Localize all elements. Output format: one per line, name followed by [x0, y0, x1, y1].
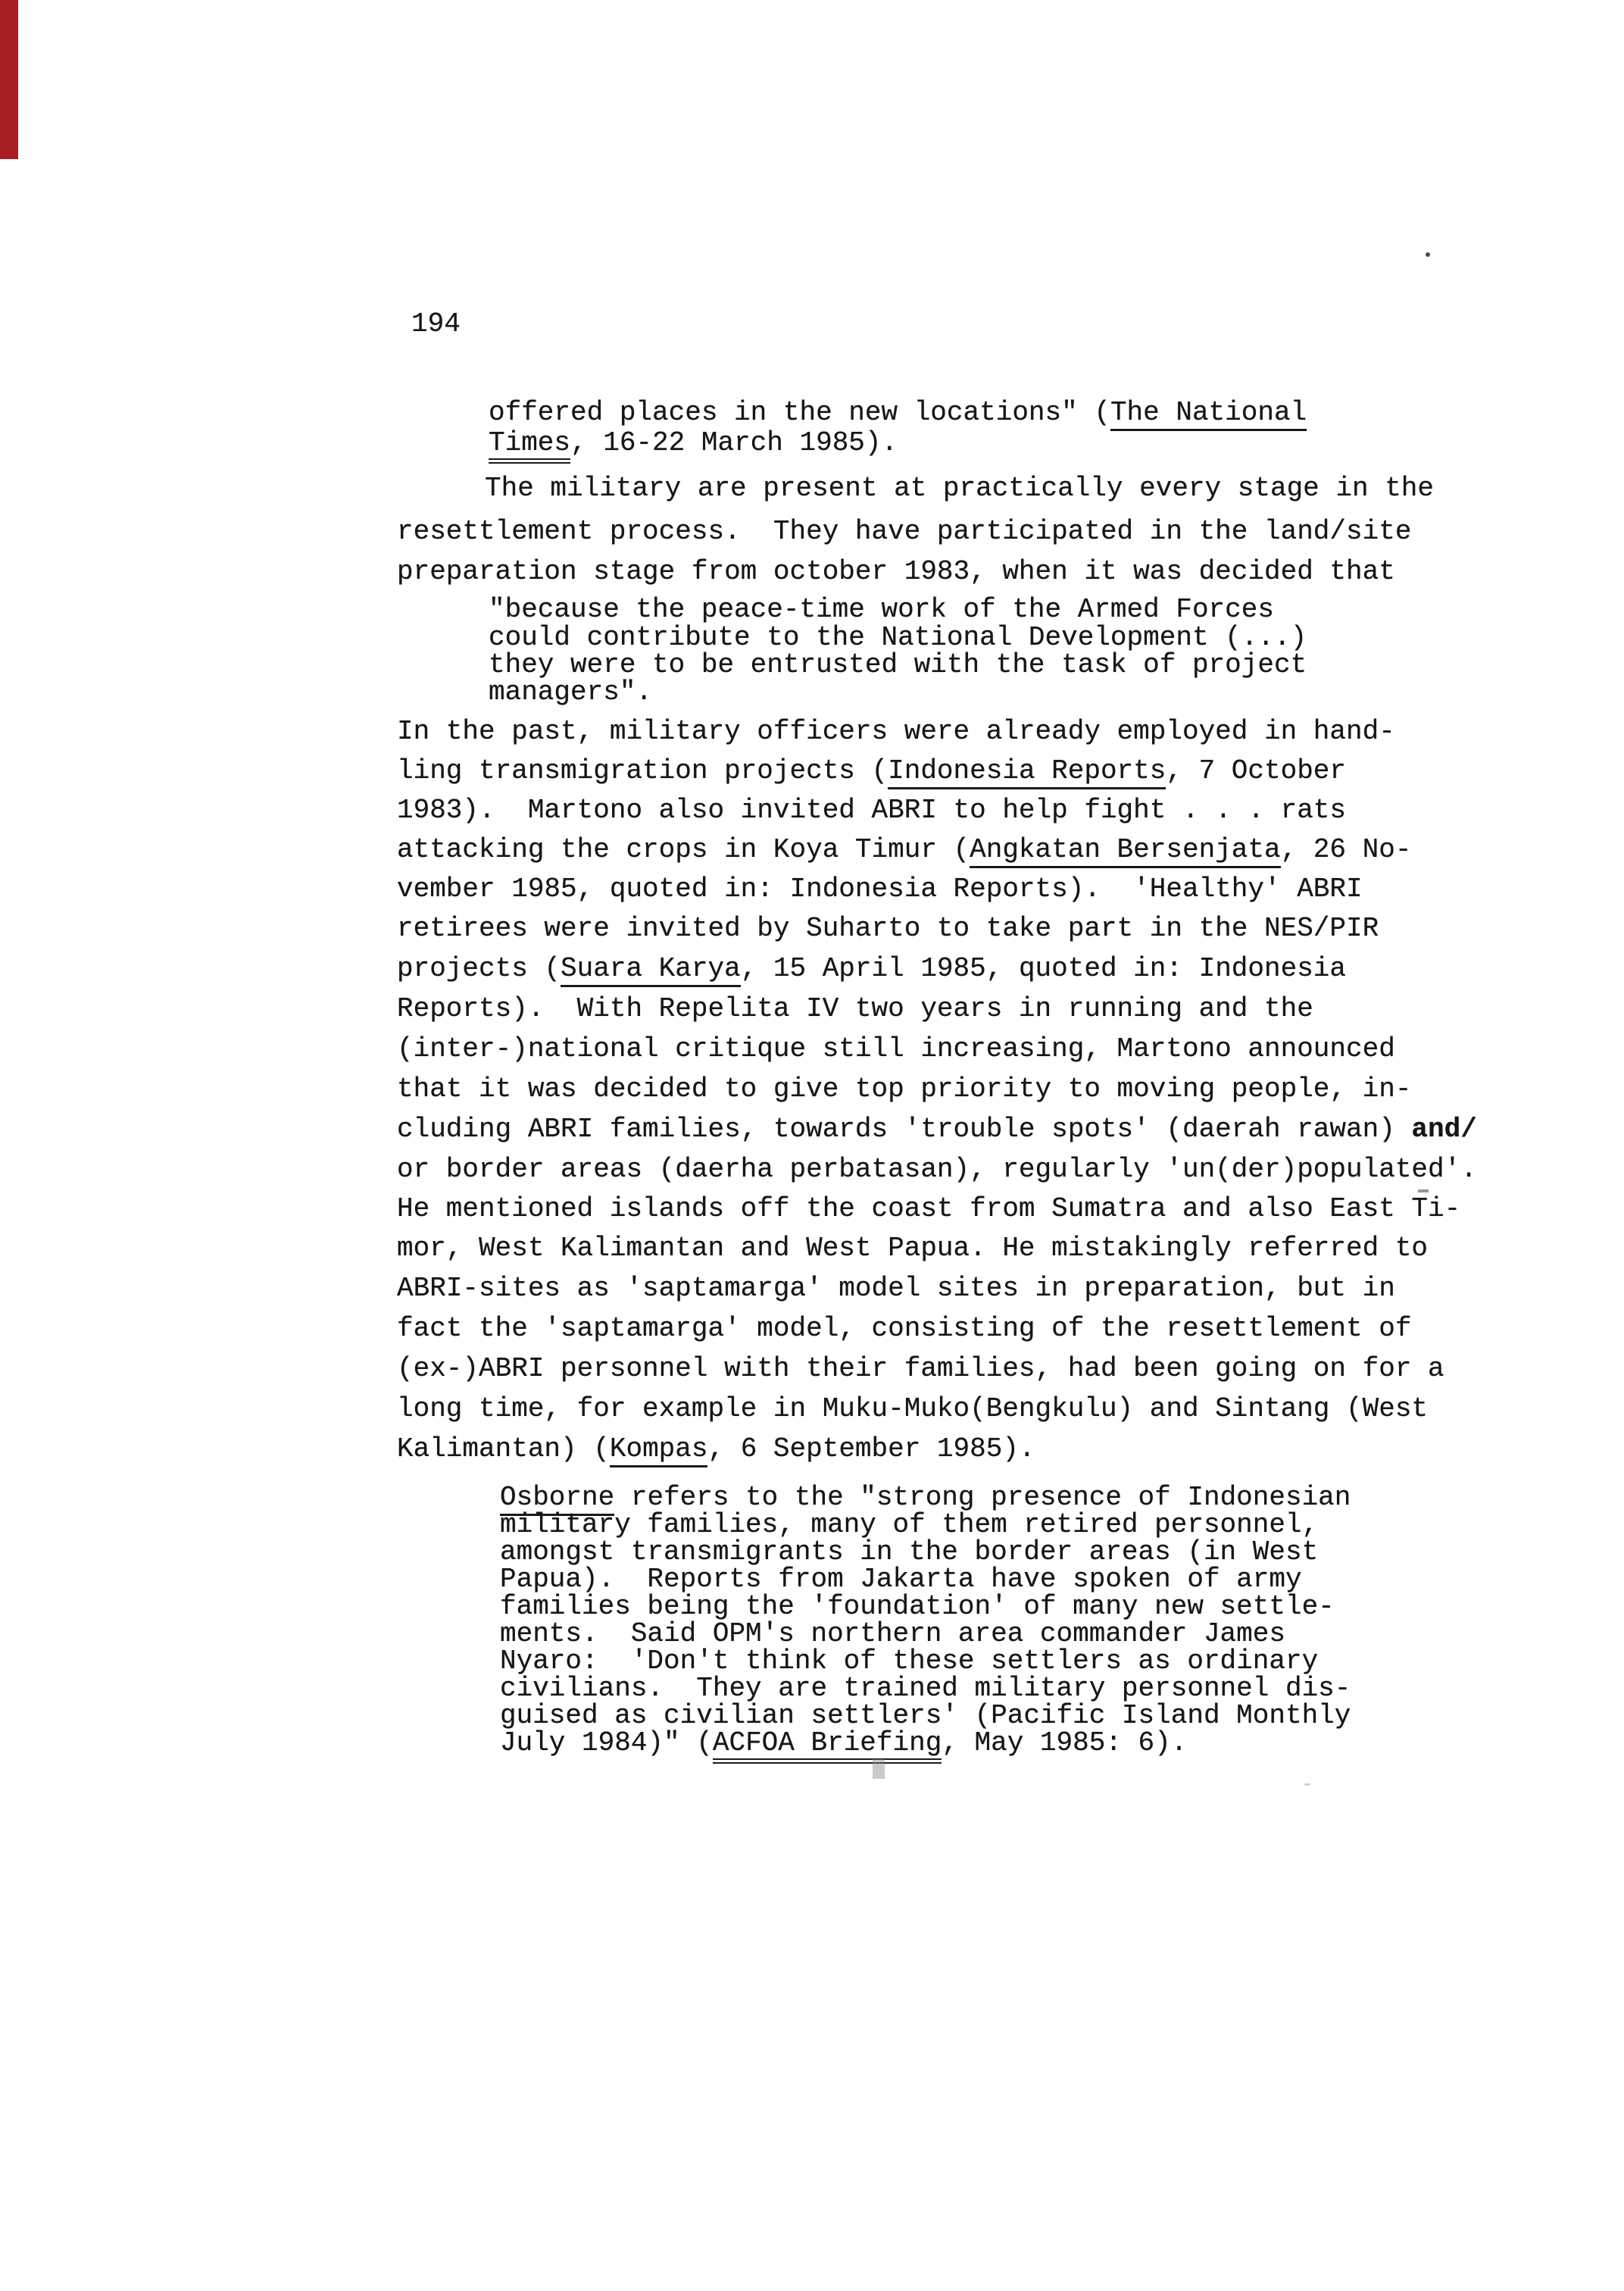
text-line-4 — [397, 517, 1411, 547]
text-line-5 — [397, 557, 1395, 587]
underlined-citation: Times — [489, 427, 570, 464]
text-segment: families being the 'foundation' of many new settle- — [500, 1591, 1335, 1622]
text-line-34 — [500, 1619, 1285, 1649]
text-line-11 — [397, 756, 1346, 786]
text-segment: civilians. They are trained military personnel dis- — [500, 1673, 1351, 1704]
text-segment: that it was decided to give top priority to moving people, in- — [397, 1074, 1412, 1105]
text-segment: In the past, military officers were already employed in hand- — [397, 716, 1395, 747]
text-line-18 — [397, 1034, 1395, 1064]
text-line-10 — [397, 717, 1395, 747]
text-segment: , 26 No- — [1280, 834, 1412, 865]
text-segment: , 16-22 March 1985). — [570, 427, 898, 458]
text-segment: , May 1985: 6). — [942, 1727, 1188, 1758]
text-segment: and/ — [1411, 1114, 1477, 1145]
text-segment: vember 1985, quoted in: Indonesia Reports). 'Healthy' ABRI — [397, 874, 1363, 905]
text-line-33 — [500, 1592, 1335, 1622]
underlined-citation: Suara Karya — [561, 953, 741, 987]
underlined-citation: Indonesia Reports — [888, 755, 1166, 789]
text-line-8 — [489, 650, 1307, 680]
text-segment: mor, West Kalimantan and West Papua. He mistakingly referred to — [397, 1233, 1429, 1264]
text-segment: projects ( — [397, 953, 561, 984]
text-segment: they were to be entrusted with the task of project — [489, 649, 1307, 680]
text-line-19 — [397, 1074, 1411, 1105]
text-segment: managers". — [489, 677, 653, 708]
text-segment: ments. Said OPM's northern area commander James — [500, 1618, 1285, 1649]
text-line-22 — [397, 1194, 1460, 1224]
text-line-7 — [489, 623, 1307, 653]
text-segment: ABRI-sites as 'saptamarga' model sites in preparation, but in — [397, 1273, 1395, 1304]
text-segment: July 1984)" ( — [500, 1727, 713, 1758]
text-segment: attacking the crops in Koya Timur ( — [397, 834, 970, 865]
underlined-citation: The National — [1110, 397, 1307, 431]
text-segment: amongst transmigrants in the border areas (in West — [500, 1536, 1319, 1567]
text-line-21 — [397, 1155, 1477, 1185]
text-line-38 — [500, 1728, 1187, 1758]
text-line-2 — [489, 428, 898, 458]
text-segment: , 6 September 1985). — [707, 1433, 1035, 1464]
underlined-citation: Osborne — [500, 1482, 614, 1516]
text-line-25 — [397, 1314, 1411, 1344]
text-segment: (ex-)ABRI personnel with their families, had been going on for a — [397, 1353, 1444, 1384]
text-line-31 — [500, 1537, 1318, 1567]
underlined-citation: ACFOA Briefing — [713, 1727, 942, 1764]
text-line-24 — [397, 1274, 1395, 1304]
text-line-23 — [397, 1233, 1428, 1264]
text-line-36 — [500, 1674, 1351, 1704]
text-segment: preparation stage from october 1983, when it was decided that — [397, 556, 1395, 587]
text-line-32 — [500, 1564, 1302, 1595]
text-segment: (inter-)national critique still increasing, Martono announced — [397, 1033, 1395, 1064]
text-line-14 — [397, 874, 1363, 905]
text-segment: The military are present at practically every stage in the — [485, 473, 1435, 504]
pencil-dash — [1418, 1189, 1429, 1192]
text-segment: or border areas (daerha perbatasan), regularly 'un(der)populated'. — [397, 1154, 1477, 1185]
text-segment: military families, many of them retired personnel, — [500, 1509, 1319, 1540]
text-line-30 — [500, 1510, 1318, 1540]
ink-dot — [1426, 252, 1430, 257]
underlined-citation: Angkatan Bersenjata — [970, 834, 1280, 868]
text-line-28 — [397, 1434, 1035, 1464]
text-line-12 — [397, 795, 1346, 826]
text-line-9 — [489, 677, 652, 708]
page-number — [411, 309, 461, 339]
text-line-1 — [489, 398, 1307, 428]
red-margin-mark — [0, 0, 18, 159]
text-line-26 — [397, 1354, 1444, 1384]
text-line-3 — [485, 474, 1434, 504]
text-segment: Reports). With Repelita IV two years in running and the — [397, 993, 1313, 1024]
text-line-13 — [397, 835, 1411, 865]
text-segment: ling transmigration projects ( — [397, 755, 889, 786]
text-line-29 — [500, 1483, 1351, 1513]
text-segment: , 15 April 1985, quoted in: Indonesia — [740, 953, 1347, 984]
text-segment: resettlement process. They have participated in the land/site — [397, 516, 1412, 547]
text-line-27 — [397, 1394, 1428, 1424]
text-segment: He mentioned islands off the coast from Sumatra and also East Ti- — [397, 1193, 1461, 1224]
text-segment: fact the 'saptamarga' model, consisting of the resettlement of — [397, 1313, 1412, 1344]
text-segment: could contribute to the National Development (...) — [489, 622, 1307, 653]
text-line-16 — [397, 954, 1346, 984]
text-line-6 — [489, 595, 1274, 625]
text-segment: 194 — [411, 308, 461, 339]
text-segment: , 7 October — [1166, 755, 1347, 786]
text-segment: 1983). Martono also invited ABRI to help fight . . . rats — [397, 795, 1347, 826]
faint-dot — [1304, 1783, 1310, 1786]
text-segment: guised as civilian settlers' (Pacific Island Monthly — [500, 1700, 1351, 1731]
text-segment: cluding ABRI families, towards 'trouble spots' (daerah rawan) — [397, 1114, 1412, 1145]
text-segment: Nyaro: 'Don't think of these settlers as ordinary — [500, 1646, 1319, 1677]
text-segment: Papua). Reports from Jakarta have spoken of army — [500, 1564, 1302, 1595]
text-segment: retirees were invited by Suharto to take part in the NES/PIR — [397, 913, 1379, 944]
text-line-35 — [500, 1646, 1318, 1677]
text-segment: refers to the "strong presence of Indonesian — [614, 1482, 1351, 1513]
underlined-citation: Kompas — [610, 1433, 708, 1467]
text-line-17 — [397, 994, 1313, 1024]
text-segment: long time, for example in Muku-Muko(Bengkulu) and Sintang (West — [397, 1393, 1429, 1424]
text-segment: Kalimantan) ( — [397, 1433, 610, 1464]
text-segment: offered places in the new locations" ( — [489, 397, 1110, 428]
text-segment: "because the peace-time work of the Armed Forces — [489, 594, 1274, 625]
text-line-15 — [397, 914, 1379, 944]
text-line-20 — [397, 1114, 1477, 1145]
scan-smudge — [873, 1759, 885, 1779]
text-line-37 — [500, 1701, 1351, 1731]
